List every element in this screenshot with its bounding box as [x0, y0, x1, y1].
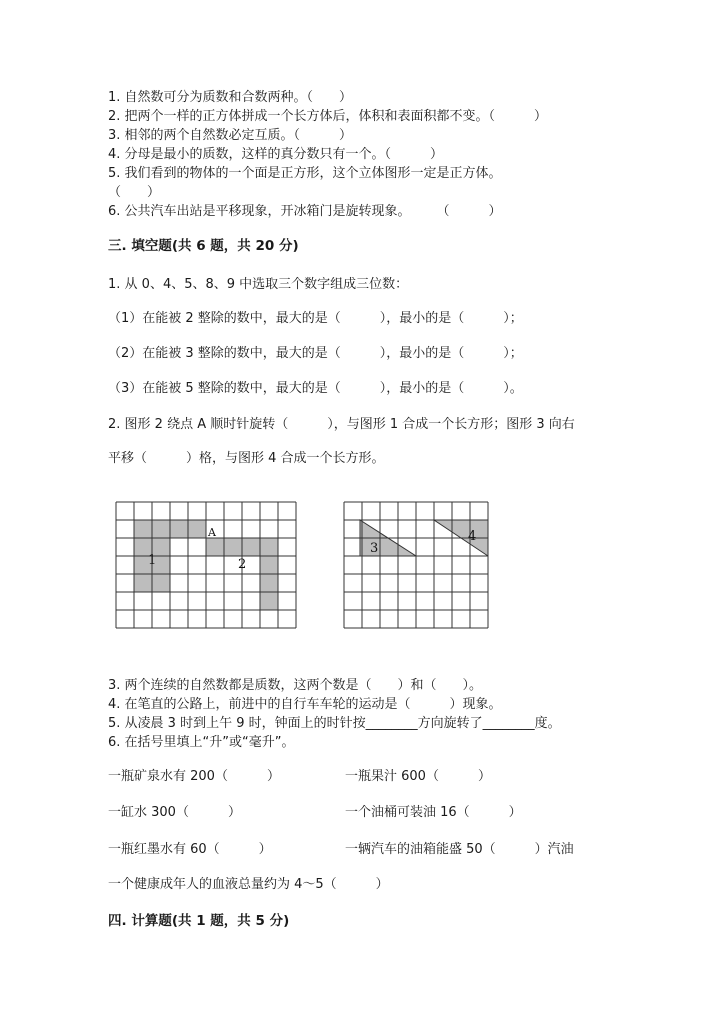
fill-q5: 5. 从凌晨 3 时到上午 9 时，钟面上的时针按________方向旋转了________度。	[108, 716, 561, 731]
shape-3-label: 3	[370, 541, 379, 556]
section-3-title: 三. 填空题(共 6 题，共 20 分)	[108, 238, 299, 254]
fill-q6-item-5: 一瓶红墨水有 60（ ）	[108, 842, 272, 857]
fill-q4: 4. 在笔直的公路上，前进中的自行车车轮的运动是（ ）现象。	[108, 697, 502, 712]
fill-q6-item-2: 一瓶果汁 600（ ）	[345, 769, 491, 784]
fill-q6-item-3: 一缸水 300（ ）	[108, 805, 241, 820]
figure-grid-right	[336, 500, 496, 640]
shape-4-label: 4	[468, 529, 477, 544]
fill-q2-line-2: 平移（ ）格，与图形 4 合成一个长方形。	[108, 451, 385, 466]
fill-q3: 3. 两个连续的自然数都是质数，这两个数是（ ）和（ ）。	[108, 678, 483, 693]
judge-question-5: 5. 我们看到的物体的一个面是正方形，这个立体图形一定是正方体。	[108, 166, 502, 181]
fill-q1-part-1: （1）在能被 2 整除的数中，最大的是（ ），最小的是（ ）；	[108, 311, 523, 326]
fill-q6-item-1: 一瓶矿泉水有 200（ ）	[108, 769, 280, 784]
figure-grid-left	[114, 500, 304, 640]
shape-1-label: 1	[148, 553, 157, 568]
fill-q1-part-2: （2）在能被 3 整除的数中，最大的是（ ），最小的是（ ）；	[108, 346, 523, 361]
fill-q6-item-7: 一个健康成年人的血液总量约为 4～5（ ）	[108, 877, 389, 892]
section-4-title: 四. 计算题(共 1 题，共 5 分)	[108, 913, 290, 929]
fill-q1-stem: 1. 从 0、4、5、8、9 中选取三个数字组成三位数：	[108, 277, 409, 292]
fill-q6-stem: 6. 在括号里填上“升”或“毫升”。	[108, 735, 295, 750]
shape-2-label: 2	[238, 557, 247, 572]
judge-question-6: 6. 公共汽车出站是平移现象，开冰箱门是旋转现象。 （ ）	[108, 204, 502, 219]
point-a-label: A	[208, 526, 216, 539]
judge-question-1: 1. 自然数可分为质数和合数两种。（ ）	[108, 90, 353, 105]
fill-q6-item-4: 一个油桶可装油 16（ ）	[345, 805, 522, 820]
fill-q1-part-3: （3）在能被 5 整除的数中，最大的是（ ），最小的是（ ）。	[108, 381, 523, 396]
judge-question-2: 2. 把两个一样的正方体拼成一个长方体后，体积和表面积都不变。（ ）	[108, 109, 548, 124]
fill-q2-line-1: 2. 图形 2 绕点 A 顺时针旋转（ ），与图形 1 合成一个长方形；图形 3 向右	[108, 417, 575, 432]
fill-q6-item-6: 一辆汽车的油箱能盛 50（ ）汽油	[345, 842, 574, 857]
judge-question-4: 4. 分母是最小的质数，这样的真分数只有一个。（ ）	[108, 147, 444, 162]
judge-question-5-bracket: （ ）	[108, 185, 161, 200]
judge-question-3: 3. 相邻的两个自然数必定互质。（ ）	[108, 128, 353, 143]
